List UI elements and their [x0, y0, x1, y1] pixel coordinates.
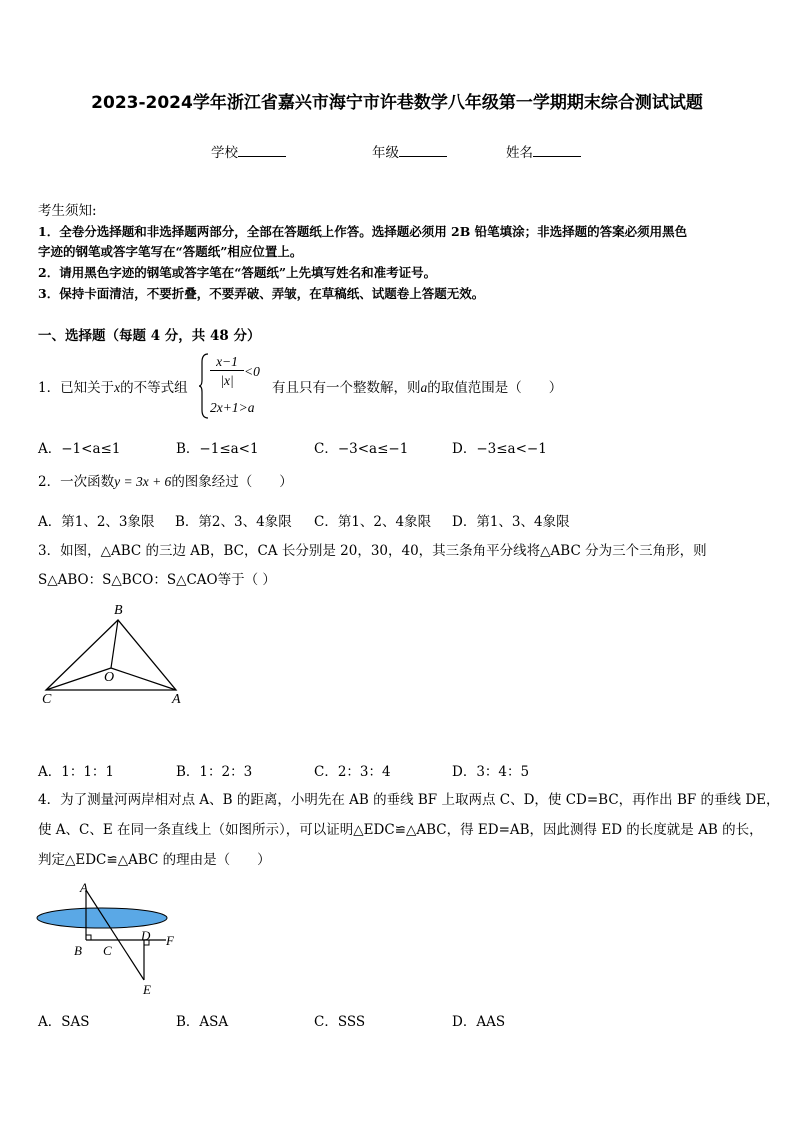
name-label: 姓名: [506, 145, 533, 161]
q4-line-ace: [86, 890, 144, 980]
notice-head: 考生须知:: [38, 203, 97, 219]
q4-label-e: E: [143, 982, 151, 997]
q1-suffix2: 的取值范围是（ ）: [427, 380, 563, 396]
q4-river-figure: [34, 880, 184, 995]
q1-brace-icon: [198, 352, 210, 420]
q1-frac-rhs: <0: [244, 364, 260, 379]
q4-stem-line2: 使 A、C、E 在同一条直线上（如图所示），可以证明△EDC≌△ABC，得 ED=AB，因此测得 ED 的长度就是 AB 的长，: [38, 822, 763, 838]
q1-line2: 2x+1>a: [210, 400, 255, 415]
section-heading: 一、选择题（每题 4 分，共 48 分）: [38, 328, 261, 344]
q4-option-c[interactable]: C．SSS: [314, 1014, 366, 1030]
q4-label-c: C: [103, 943, 112, 958]
grade-label: 年级: [372, 145, 399, 161]
q4-river: [37, 908, 167, 928]
q2-stem: [38, 472, 293, 492]
q1-option-b[interactable]: B．−1≤a<1: [176, 441, 259, 457]
q4-stem-line3: 判定△EDC≌△ABC 的理由是（ ）: [38, 852, 271, 868]
q4-option-b[interactable]: B．ASA: [176, 1014, 229, 1030]
name-blank[interactable]: [533, 144, 581, 157]
q4-label-a: A: [80, 880, 88, 895]
q2-suffix: 的图象经过（ ）: [171, 474, 293, 490]
q3-label-a: A: [172, 692, 181, 707]
q1-prefix: 1．已知关于: [38, 380, 115, 396]
grade-blank[interactable]: [399, 144, 447, 157]
q3-segment-co: [46, 668, 111, 690]
q2-option-d[interactable]: D．第1、3、4象限: [452, 514, 570, 530]
notice-item-1: 1．全卷分选择题和非选择题两部分，全部在答题纸上作答。选择题必须用 2B 铅笔填涂；非选择题的答案必须用黑色: [38, 224, 688, 239]
q4-option-a[interactable]: A．SAS: [38, 1014, 90, 1030]
q3-label-o: O: [104, 670, 115, 685]
q2-prefix: 2．一次函数: [38, 474, 115, 490]
q4-stem-line1: 4．为了测量河两岸相对点 A、B 的距离，小明先在 AB 的垂线 BF 上取两点 C、D，使 CD=BC，再作出 BF 的垂线 DE，: [38, 792, 780, 808]
q1-option-a[interactable]: A．−1<a≤1: [38, 441, 121, 457]
q3-option-d[interactable]: D．3：4：5: [452, 764, 530, 780]
notice-item-2: 2．请用黑色字迹的钢笔或答字笔在“答题纸”上先填写姓名和准考证号。: [38, 265, 437, 280]
school-blank[interactable]: [238, 144, 286, 157]
q1-var-x: x: [114, 380, 121, 395]
q3-stem-line1: 3．如图，△ABC 的三边 AB，BC，CA 长分别是 20，30，40，其三条角平分线将△ABC 分为三个三角形，则: [38, 543, 707, 559]
q3-label-c: C: [42, 692, 52, 707]
q3-stem-line2: S△ABO：S△BCO：S△CAO等于（ ）: [38, 572, 276, 588]
q1-suffix1: 有且只有一个整数解，则: [272, 380, 421, 396]
q1-frac-denominator: |x|: [220, 373, 234, 388]
q4-label-f: F: [166, 933, 174, 948]
q1-option-d[interactable]: D．−3≤a<−1: [452, 441, 547, 457]
q2-option-a[interactable]: A．第1、2、3象限: [38, 514, 155, 530]
q1-mid: 的不等式组: [120, 380, 188, 396]
q1-stem-end: [272, 378, 562, 398]
q4-right-angle-b: [86, 935, 91, 940]
q4-label-b: B: [74, 943, 82, 958]
q3-option-b[interactable]: B．1：2：3: [176, 764, 253, 780]
q3-label-b: B: [114, 603, 123, 618]
notice-item-3: 3．保持卡面清洁，不要折叠，不要弄破、弄皱，在草稿纸、试题卷上答题无效。: [38, 286, 485, 301]
q4-option-d[interactable]: D．AAS: [452, 1014, 506, 1030]
q3-option-a[interactable]: A．1：1：1: [38, 764, 115, 780]
notice-item-1b: 字迹的钢笔或答字笔写在“答题纸”相应位置上。: [38, 244, 303, 259]
q4-label-d: D: [141, 928, 151, 943]
page-title: 2023-2024学年浙江省嘉兴市海宁市许巷数学八年级第一学期期末综合测试试题: [91, 93, 703, 113]
q2-expr: y = 3x + 6: [114, 474, 172, 489]
q2-option-b[interactable]: B．第2、3、4象限: [175, 514, 292, 530]
school-field: [211, 141, 286, 161]
q1-option-c[interactable]: C．−3<a≤−1: [314, 441, 409, 457]
q3-segment-bo: [111, 620, 118, 668]
q1-frac-numerator: x−1: [210, 354, 244, 371]
q1-stem-start: [38, 378, 188, 398]
grade-field: [372, 141, 447, 161]
school-label: 学校: [211, 145, 238, 161]
q1-var-a: a: [420, 380, 428, 395]
q2-option-c[interactable]: C．第1、2、4象限: [314, 514, 432, 530]
name-field: [506, 141, 581, 161]
q3-option-c[interactable]: C．2：3：4: [314, 764, 391, 780]
